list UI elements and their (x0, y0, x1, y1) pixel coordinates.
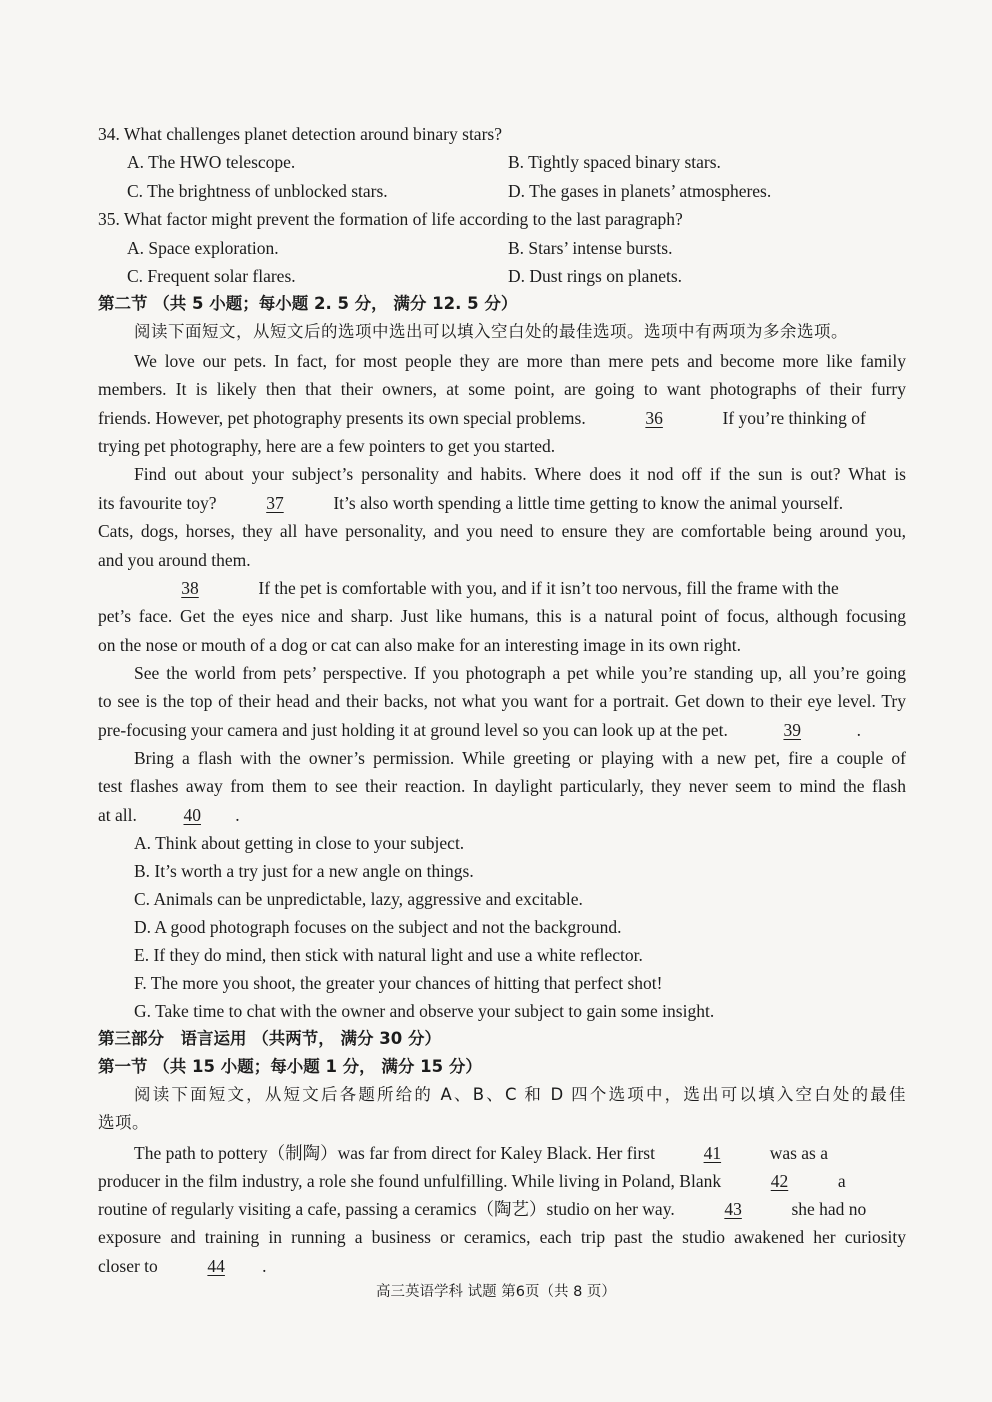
passage-line: See the world from pets’ perspective. If you photograph a pet while you’re standing up, all you’re going (134, 663, 906, 683)
answer-option-g: G. Take time to chat with the owner and observe your subject to gain some insight. (134, 1001, 715, 1021)
passage-line: its favourite toy? 37 It’s also worth spending a little time getting to know the animal yourself. (98, 489, 906, 517)
passage-line: and you around them. (98, 550, 251, 570)
section-2-instruction: 阅读下面短文，从短文后的选项中选出可以填入空白处的最佳选项。选项中有两项为多余选项。 (134, 322, 848, 341)
part-3-instruction: 选项。 (98, 1113, 149, 1132)
passage-line: Find out about your subject’s personality and habits. Where does it nod off if the sun is out? What is (134, 464, 906, 484)
q34-option-a: A. The HWO telescope. (127, 152, 296, 172)
answer-option-a: A. Think about getting in close to your subject. (134, 833, 465, 853)
answer-option-b: B. It’s worth a try just for a new angle on things. (134, 861, 474, 881)
passage-line: pre-focusing your camera and just holding it at ground level so you can look up at the pet. 39 . (98, 716, 906, 744)
page-footer: 高三英语学科 试题 第6页（共 8 页） (376, 1284, 616, 1300)
q34-option-d: D. The gases in planets’ atmospheres. (508, 181, 772, 201)
part-3-heading: 第三部分 语言运用 （共两节， 满分 30 分） (98, 1029, 441, 1048)
passage-line: exposure and training in running a business or ceramics, each trip past the studio awakened her curiosity (98, 1227, 906, 1247)
answer-option-f: F. The more you shoot, the greater your chances of hitting that perfect shot! (134, 973, 663, 993)
blank-36: 36 (645, 408, 663, 428)
blank-42: 42 (770, 1171, 789, 1191)
section-2-heading: 第二节 （共 5 小题；每小题 2. 5 分， 满分 12. 5 分） (98, 294, 518, 313)
blank-40: 40 (183, 805, 201, 825)
passage-line: test flashes away from them to see their reaction. In daylight particularly, they never seem to mind the flash (98, 776, 906, 796)
question-35-stem: 35. What factor might prevent the formation of life according to the last paragraph? (98, 209, 683, 229)
part-3-instruction: 阅读下面短文，从短文后各题所给的 A、B、C 和 D 四个选项中，选出可以填入空白处的最佳 (134, 1085, 906, 1104)
answer-option-d: D. A good photograph focuses on the subject and not the background. (134, 917, 622, 937)
passage-line: We love our pets. In fact, for most people they are more than mere pets and become more like family (134, 351, 906, 371)
passage-line: Cats, dogs, horses, they all have personality, and you need to ensure they are comfortable being around you, (98, 521, 906, 541)
part-3-section-1-heading: 第一节 （共 15 小题；每小题 1 分， 满分 15 分） (98, 1057, 482, 1076)
blank-44: 44 (207, 1256, 225, 1276)
q35-option-b: B. Stars’ intense bursts. (508, 238, 673, 258)
q34-option-b: B. Tightly spaced binary stars. (508, 152, 721, 172)
blank-43: 43 (724, 1199, 742, 1219)
passage-line: The path to pottery（制陶）was far from direct for Kaley Black. Her first 41 was as a (134, 1139, 906, 1167)
blank-41: 41 (703, 1143, 722, 1163)
passage-line: at all. 40 . (98, 801, 906, 829)
answer-option-c: C. Animals can be unpredictable, lazy, aggressive and excitable. (134, 889, 583, 909)
q35-option-a: A. Space exploration. (127, 238, 279, 258)
passage-line: pet’s face. Get the eyes nice and sharp. Just like humans, this is a natural point of focus, although focusing (98, 606, 906, 626)
passage-line: to see is the top of their head and their backs, not what you want for a portrait. Get down to their eye level. Try (98, 691, 906, 711)
passage-line: 38 If the pet is comfortable with you, and if it isn’t too nervous, fill the frame with the (134, 574, 906, 602)
passage-line: routine of regularly visiting a cafe, passing a ceramics（陶艺）studio on her way. 43 she had no (98, 1195, 906, 1223)
passage-line: trying pet photography, here are a few pointers to get you started. (98, 436, 556, 456)
blank-39: 39 (783, 720, 801, 740)
q35-option-c: C. Frequent solar flares. (127, 266, 296, 286)
q34-option-c: C. The brightness of unblocked stars. (127, 181, 388, 201)
passage-line: friends. However, pet photography presents its own special problems. 36 If you’re thinking of (98, 404, 906, 432)
blank-37: 37 (266, 493, 284, 513)
passage-line: closer to 44 . (98, 1252, 906, 1280)
passage-line: on the nose or mouth of a dog or cat can also make for an interesting image in its own right. (98, 635, 741, 655)
blank-38: 38 (181, 578, 199, 598)
q35-option-d: D. Dust rings on planets. (508, 266, 683, 286)
passage-line: Bring a flash with the owner’s permission. While greeting or playing with a new pet, fire a couple of (134, 748, 906, 768)
passage-line: members. It is likely then that their owners, at some point, are going to want photographs of their furry (98, 379, 906, 399)
question-34-stem: 34. What challenges planet detection around binary stars? (98, 124, 502, 144)
answer-option-e: E. If they do mind, then stick with natural light and use a white reflector. (134, 945, 643, 965)
passage-line: producer in the film industry, a role she found unfulfilling. While living in Poland, Blank 42 a (98, 1167, 906, 1195)
